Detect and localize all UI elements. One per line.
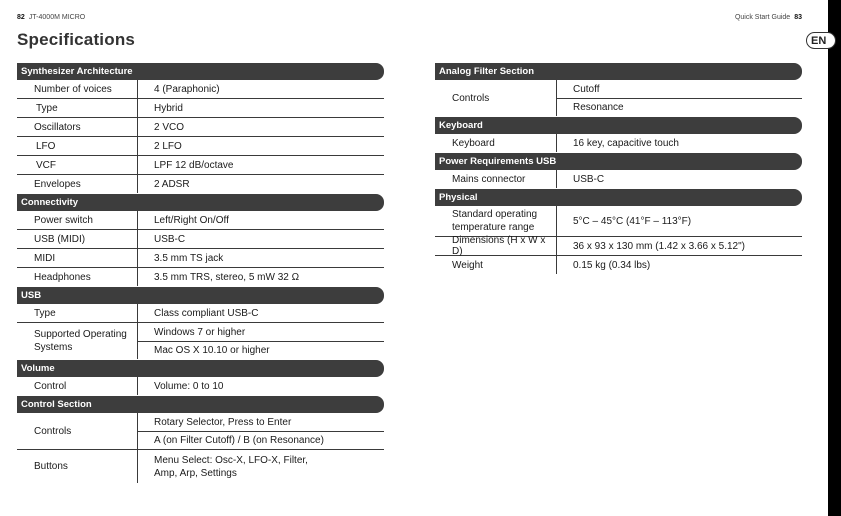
spec-value: 2 ADSR — [154, 178, 190, 190]
spec-row — [435, 237, 802, 256]
spec-row — [435, 80, 802, 116]
spec-value: Class compliant USB-C — [154, 307, 259, 319]
section-header: Connectivity — [17, 194, 384, 211]
spec-row — [17, 156, 384, 175]
spec-value: 3.5 mm TRS, stereo, 5 mW 32 Ω — [154, 271, 300, 283]
spec-row — [17, 323, 384, 359]
spec-label: Keyboard — [435, 134, 557, 152]
spec-value: Rotary Selector, Press to Enter — [154, 416, 292, 428]
spec-label: Oscillators — [17, 118, 138, 136]
spec-value: 5°C – 45°C (41°F – 113°F) — [573, 215, 692, 227]
spec-label: Mains connector — [435, 170, 557, 188]
spec-value: 2 VCO — [154, 121, 185, 133]
spec-value: 36 x 93 x 130 mm (1.42 x 3.66 x 5.12") — [573, 240, 745, 252]
spec-label: Controls — [435, 80, 557, 116]
spec-column-left — [17, 62, 384, 483]
spec-label: Controls — [17, 413, 138, 449]
spec-value: 3.5 mm TS jack — [154, 252, 224, 264]
spec-value: Resonance — [557, 98, 802, 116]
language-tab[interactable]: EN — [806, 32, 836, 49]
spec-row — [17, 450, 384, 483]
spec-label: USB (MIDI) — [17, 230, 138, 248]
spec-value: Menu Select: Osc-X, LFO-X, Filter, Amp, Arp, Settings — [154, 454, 308, 479]
spec-label: MIDI — [17, 249, 138, 267]
spec-value: Mac OS X 10.10 or higher — [138, 341, 384, 359]
spec-row — [17, 377, 384, 395]
model-name: JT-4000M MICRO — [28, 14, 86, 21]
spec-value: USB-C — [573, 173, 605, 185]
page-title: Specifications — [17, 30, 136, 49]
spec-row — [17, 211, 384, 230]
section-header: Analog Filter Section — [435, 63, 802, 80]
page-header-right — [735, 14, 802, 21]
section-header: Synthesizer Architecture — [17, 63, 384, 80]
spec-label: Type — [17, 99, 138, 117]
section-header: Keyboard — [435, 117, 802, 134]
left-page-number: 82 — [17, 14, 25, 21]
spec-row — [435, 134, 802, 152]
spec-row — [17, 118, 384, 137]
spec-value: 2 LFO — [154, 140, 182, 152]
spec-column-right — [435, 62, 802, 274]
spec-label: Headphones — [17, 268, 138, 286]
spec-value: Cutoff — [573, 83, 600, 95]
guide-name: Quick Start Guide — [734, 14, 791, 21]
spec-row — [17, 249, 384, 268]
spec-label: LFO — [17, 137, 138, 155]
spec-label: Number of voices — [17, 80, 138, 98]
section-header: USB — [17, 287, 384, 304]
spec-label: Weight — [435, 256, 557, 274]
spec-value: Hybrid — [154, 102, 183, 114]
spec-value: Left/Right On/Off — [154, 214, 229, 226]
spec-label: Type — [17, 304, 138, 322]
spec-value: Volume: 0 to 10 — [154, 380, 224, 392]
spec-row — [17, 175, 384, 193]
spec-row — [17, 413, 384, 450]
spec-row — [17, 137, 384, 156]
spec-row — [435, 170, 802, 188]
spec-label: Dimensions (H x W x D) — [435, 237, 557, 255]
spec-value: 0.15 kg (0.34 lbs) — [573, 259, 651, 271]
spec-label: Standard operating temperature range — [435, 206, 557, 236]
spec-row — [17, 230, 384, 249]
spec-value: Windows 7 or higher — [154, 326, 246, 338]
spec-row — [17, 80, 384, 99]
spec-label: Envelopes — [17, 175, 138, 193]
spec-label: Buttons — [17, 450, 138, 483]
spec-value: 16 key, capacitive touch — [573, 137, 679, 149]
spec-row — [17, 304, 384, 323]
spec-row — [435, 206, 802, 237]
page-header-left — [17, 14, 85, 21]
spec-row — [435, 256, 802, 274]
spec-row — [17, 99, 384, 118]
spec-label: Power switch — [17, 211, 138, 229]
spec-label: Control — [17, 377, 138, 395]
section-header: Physical — [435, 189, 802, 206]
spec-value: A (on Filter Cutoff) / B (on Resonance) — [138, 431, 384, 449]
right-page-number: 83 — [794, 14, 802, 21]
spec-row — [17, 268, 384, 286]
section-header: Volume — [17, 360, 384, 377]
section-header: Control Section — [17, 396, 384, 413]
spec-value: 4 (Paraphonic) — [154, 83, 220, 95]
spec-value: LPF 12 dB/octave — [154, 159, 234, 171]
spec-value: USB-C — [154, 233, 186, 245]
section-header: Power Requirements USB — [435, 153, 802, 170]
spec-label: VCF — [17, 156, 138, 174]
spec-label: Supported Operating Systems — [17, 323, 138, 359]
